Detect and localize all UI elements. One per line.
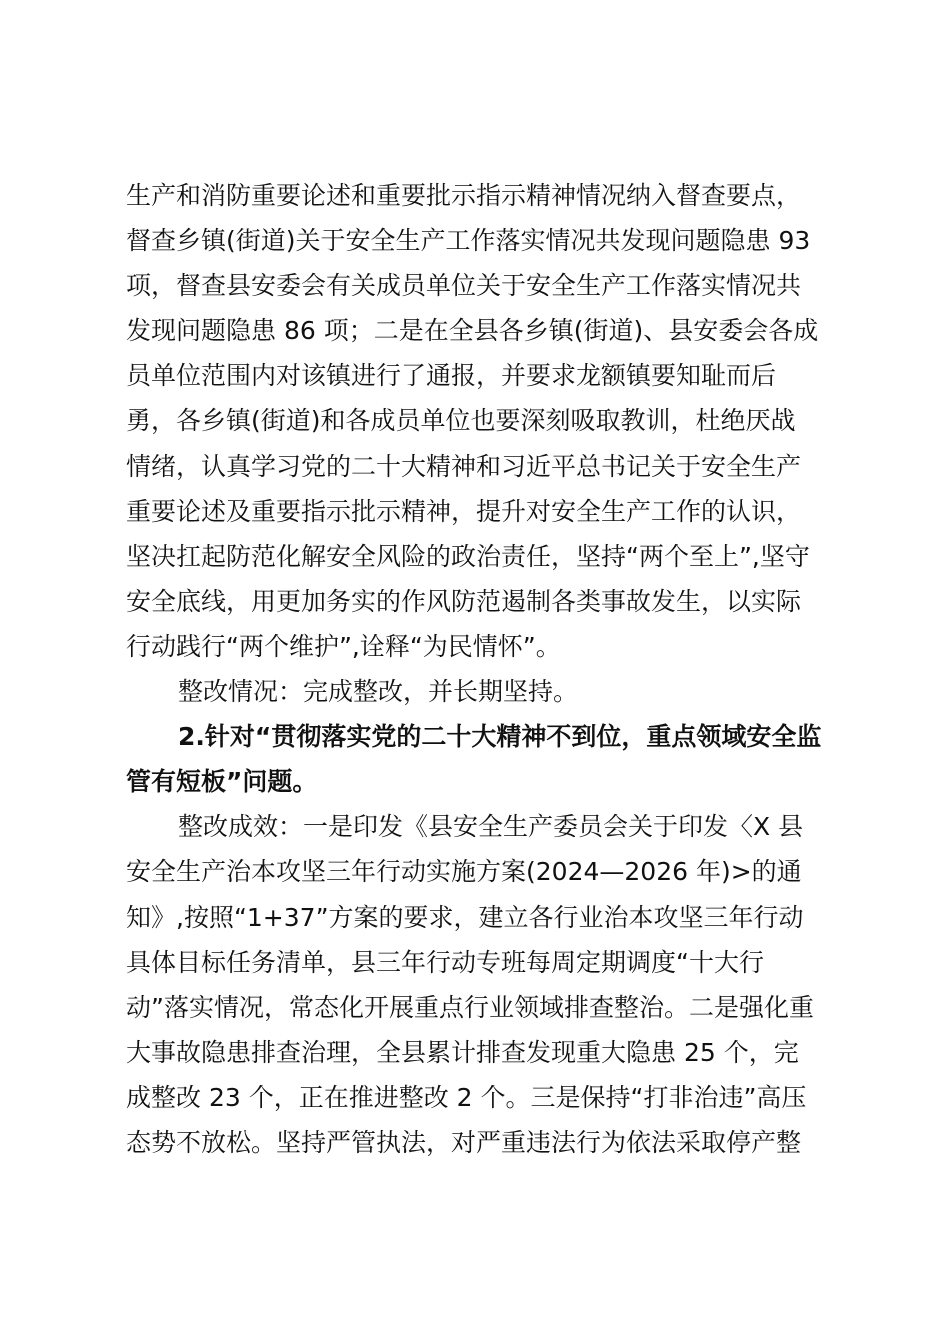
body-text-line: 大事故隐患排查治理，全县累计排查发现重大隐患 25 个，完 xyxy=(126,1037,799,1067)
body-text-line: 员单位范围内对该镇进行了通报，并要求龙额镇要知耻而后 xyxy=(126,361,777,391)
body-text-line: 坚决扛起防范化解安全风险的政治责任，坚持“两个至上”,坚守 xyxy=(126,541,810,571)
body-text-line: 整改情况：完成整改，并长期坚持。 xyxy=(178,677,579,707)
body-text-line: 安全底线，用更加务实的作风防范遏制各类事故发生，以实际 xyxy=(126,586,802,616)
body-text-line: 安全生产治本攻坚三年行动实施方案(2024—2026 年)>的通 xyxy=(126,857,802,887)
body-text-line: 行动践行“两个维护”,诠释“为民情怀”。 xyxy=(126,631,561,661)
body-text-line: 知》,按照“1+37”方案的要求，建立各行业治本攻坚三年行动 xyxy=(126,902,804,932)
body-text-line: 动”落实情况，常态化开展重点行业领域排查整治。二是强化重 xyxy=(126,992,814,1022)
body-text-line: 重要论述及重要指示批示精神，提升对安全生产工作的认识， xyxy=(126,496,802,526)
body-text-line: 情绪，认真学习党的二十大精神和习近平总书记关于安全生产 xyxy=(126,451,802,481)
body-text-line: 发现问题隐患 86 项；二是在全县各乡镇(街道)、县安委会各成 xyxy=(126,316,819,346)
body-text-line: 成整改 23 个，正在推进整改 2 个。三是保持“打非治违”高压 xyxy=(126,1082,807,1112)
body-text-line: 勇，各乡镇(街道)和各成员单位也要深刻吸取教训，杜绝厌战 xyxy=(126,406,796,436)
section-heading-line: 管有短板”问题。 xyxy=(126,767,318,797)
body-text-line: 具体目标任务清单，县三年行动专班每周定期调度“十大行 xyxy=(126,947,764,977)
body-text-line: 督查乡镇(街道)关于安全生产工作落实情况共发现问题隐患 93 xyxy=(126,226,811,256)
body-text-line: 项，督查县安委会有关成员单位关于安全生产工作落实情况共 xyxy=(126,271,802,301)
body-text-line: 整改成效：一是印发《县安全生产委员会关于印发〈X 县 xyxy=(178,812,804,842)
section-heading-line: 2.针对“贯彻落实党的二十大精神不到位，重点领域安全监 xyxy=(178,722,822,752)
body-text-line: 生产和消防重要论述和重要批示指示精神情况纳入督查要点， xyxy=(126,181,802,210)
document-body xyxy=(126,173,836,1165)
body-text-line: 态势不放松。坚持严管执法，对严重违法行为依法采取停产整 xyxy=(126,1127,802,1157)
